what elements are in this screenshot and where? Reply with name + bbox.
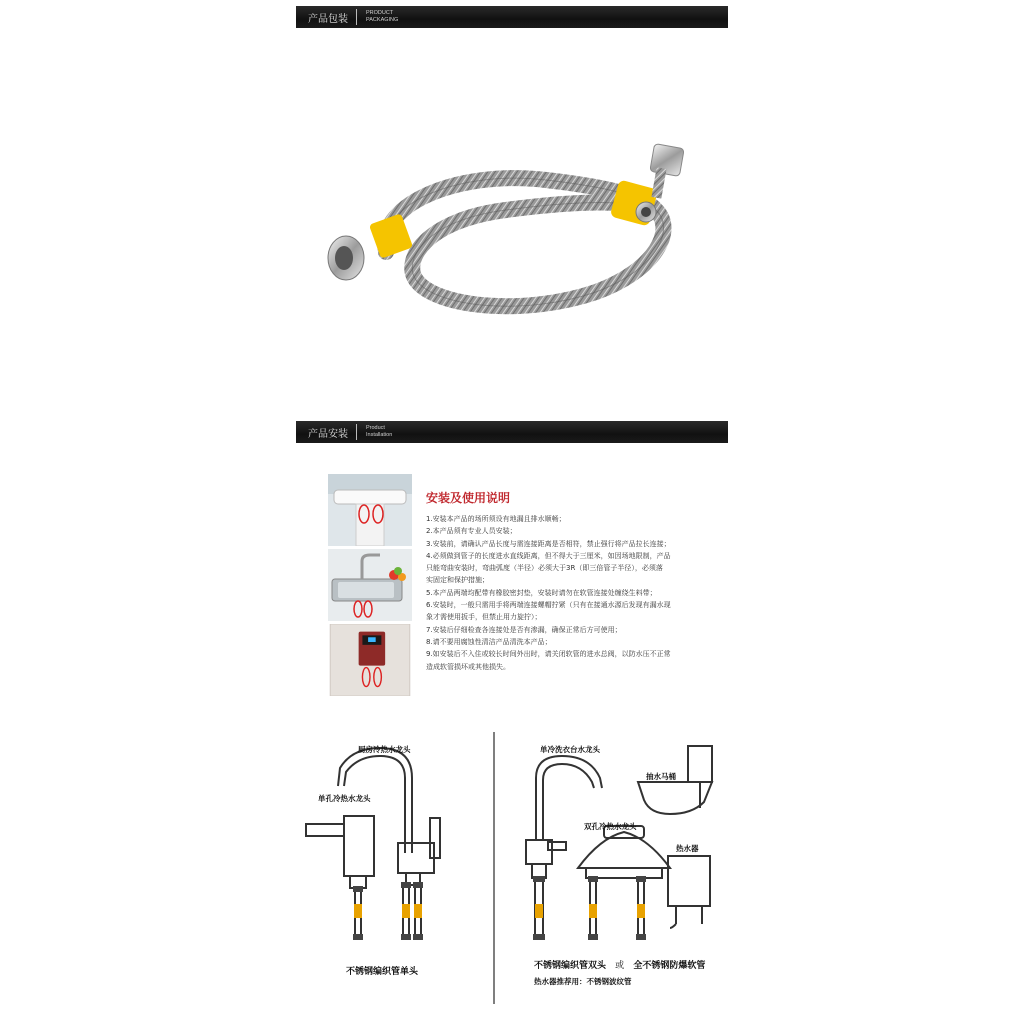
instruction-line: 7.安装后仔细检查各连接处是否有渗漏，确保正常后方可使用； xyxy=(426,625,622,634)
basin-install-photo xyxy=(328,474,412,546)
caption-double-hose: 不锈钢编织管双头 或 全不锈钢防爆软管 xyxy=(534,961,706,971)
instruction-line: 5.本产品两端均配带有橡胶密封垫，安装时请勿在软管连接处缠绕生料带； xyxy=(426,588,657,597)
instruction-line: 4.必须做到管子的长度进水直线距离，但不得大于三厘米，如因场地限制，产品 xyxy=(426,551,671,560)
divider xyxy=(356,9,357,25)
instructions-list xyxy=(426,513,698,673)
caption-single-braided-hose: 不锈钢编织管单头 xyxy=(346,967,419,977)
instruction-line: 3.安装前，请确认产品长度与需连接距离是否相符，禁止强行将产品拉长连接； xyxy=(426,539,671,548)
instruction-line: 9.如安装后不入住或较长时间外出时，请关闭软管的进水总阀，以防水压不正常 xyxy=(426,650,671,659)
instruction-line: 造成软管损坏或其他损失。 xyxy=(426,662,510,671)
section-title-en: PRODUCT PACKAGING xyxy=(366,10,399,23)
instruction-line: 6.安装时，一般只需用手将两端连接螺帽拧紧（只有在接通水源后发现有漏水现 xyxy=(426,601,671,610)
instructions-title: 安装及使用说明 xyxy=(426,491,511,505)
sink-install-photo xyxy=(328,549,412,621)
instruction-line: 象才需使用扳手，但禁止用力旋拧）； xyxy=(426,613,542,622)
caption-heater-recommendation: 热水器推荐用：不锈钢波纹管 xyxy=(534,977,632,986)
instruction-line: 实固定和保护措施； xyxy=(426,576,489,585)
section-title-en: Product Installation xyxy=(366,425,393,438)
label-water-heater: 热水器 xyxy=(676,844,699,853)
section-header-packaging xyxy=(296,6,728,28)
right-connector xyxy=(610,144,684,227)
instruction-line: 1.安装本产品的场所须设有地漏且排水顺畅； xyxy=(426,515,566,523)
label-kitchen-faucet: 厨房冷热水龙头 xyxy=(358,745,411,754)
section-title-cn: 产品安装 xyxy=(308,429,348,440)
label-double-hole-faucet: 双孔冷热水龙头 xyxy=(584,822,637,831)
instruction-line: 只能弯曲安装时，弯曲弧度（半径）必须大于3R（即三倍管子半径），必须落 xyxy=(426,564,663,573)
water-heater-install-photo xyxy=(328,624,412,696)
label-single-hole-faucet: 单孔冷热水龙头 xyxy=(318,794,371,803)
section-header-installation xyxy=(296,421,728,443)
left-connector xyxy=(328,213,413,280)
braided-hose-photo xyxy=(316,140,696,320)
label-basin-faucet: 单冷洗衣台水龙头 xyxy=(540,745,600,754)
label-toilet: 抽水马桶 xyxy=(646,772,676,781)
divider xyxy=(356,424,357,440)
section-title-cn: 产品包装 xyxy=(308,14,348,25)
instruction-line: 8.请不要用腐蚀性清洁产品清洗本产品； xyxy=(426,637,552,646)
instruction-line: 2.本产品须有专业人员安装； xyxy=(426,527,517,536)
